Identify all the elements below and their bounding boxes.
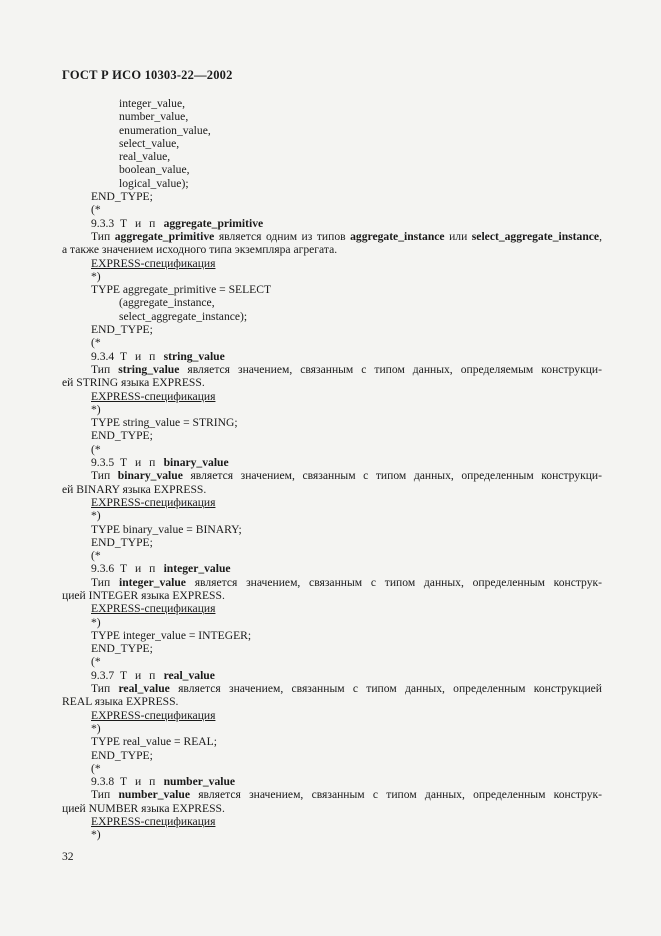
code-line: enumeration_value, <box>119 123 211 137</box>
comment-close: *) <box>91 402 101 416</box>
document-body <box>62 97 602 842</box>
paragraph-line: цией INTEGER языка EXPRESS. <box>62 588 225 602</box>
paragraph-line: Тип aggregate_primitive является одним из типов aggregate_instance или select_aggregate_instance, <box>91 229 602 243</box>
comment-close: *) <box>91 615 101 629</box>
code-line: END_TYPE; <box>91 748 153 762</box>
paragraph-line: Тип string_value является значением, связанным с типом данных, определяемым конструкци- <box>91 362 602 376</box>
code-line: TYPE real_value = REAL; <box>91 735 217 749</box>
code-line: number_value, <box>119 110 189 124</box>
comment-close: *) <box>91 828 101 842</box>
section-heading-9-3-8: 9.3.8 Т и п number_value <box>91 775 236 789</box>
comment-open: (* <box>91 336 101 350</box>
paragraph-line: Тип integer_value является значением, связанным с типом данных, определенным конструк- <box>91 575 602 589</box>
code-line: END_TYPE; <box>91 642 153 656</box>
comment-open: (* <box>91 761 101 775</box>
paragraph-line: ей BINARY языка EXPRESS. <box>62 482 207 496</box>
paragraph-line: цией NUMBER языка EXPRESS. <box>62 801 225 815</box>
comment-open: (* <box>91 203 101 217</box>
code-line: END_TYPE; <box>91 190 153 204</box>
spec-label: EXPRESS-спецификация <box>91 495 216 509</box>
code-line: boolean_value, <box>119 163 190 177</box>
section-heading-9-3-3: 9.3.3 Т и п aggregate_primitive <box>91 216 264 230</box>
code-line: select_value, <box>119 136 180 150</box>
section-heading-9-3-6: 9.3.6 Т и п integer_value <box>91 562 231 576</box>
paragraph-line: а также значением исходного типа экземпляра агрегата. <box>62 243 338 257</box>
code-line: TYPE integer_value = INTEGER; <box>91 628 252 642</box>
spec-label: EXPRESS-спецификация <box>91 256 216 270</box>
code-line: logical_value); <box>119 176 189 190</box>
spec-label: EXPRESS-спецификация <box>91 815 216 829</box>
comment-open: (* <box>91 549 101 563</box>
code-line: TYPE binary_value = BINARY; <box>91 522 242 536</box>
section-heading-9-3-7: 9.3.7 Т и п real_value <box>91 668 215 682</box>
paragraph-line: REAL языка EXPRESS. <box>62 695 179 709</box>
code-line: integer_value, <box>119 97 185 110</box>
page-number: 32 <box>62 850 74 863</box>
paragraph-line: Тип binary_value является значением, связанным с типом данных, определенным конструкци- <box>91 469 602 483</box>
section-heading-9-3-4: 9.3.4 Т и п string_value <box>91 349 225 363</box>
code-line: END_TYPE; <box>91 323 153 337</box>
paragraph-line: ей STRING языка EXPRESS. <box>62 376 205 390</box>
spec-label: EXPRESS-спецификация <box>91 602 216 616</box>
spec-label: EXPRESS-спецификация <box>91 389 216 403</box>
comment-close: *) <box>91 721 101 735</box>
spec-label: EXPRESS-спецификация <box>91 708 216 722</box>
section-heading-9-3-5: 9.3.5 Т и п binary_value <box>91 456 229 470</box>
code-line: END_TYPE; <box>91 535 153 549</box>
code-line: TYPE string_value = STRING; <box>91 416 238 430</box>
comment-open: (* <box>91 655 101 669</box>
code-line: (aggregate_instance, <box>119 296 215 310</box>
comment-close: *) <box>91 509 101 523</box>
paragraph-line: Тип number_value является значением, связанным с типом данных, определенным конструк- <box>91 788 602 802</box>
code-line: TYPE aggregate_primitive = SELECT <box>91 283 272 297</box>
comment-close: *) <box>91 269 101 283</box>
comment-open: (* <box>91 442 101 456</box>
code-line: real_value, <box>119 150 171 164</box>
code-line: END_TYPE; <box>91 429 153 443</box>
document-header: ГОСТ Р ИСО 10303-22—2002 <box>62 68 233 82</box>
paragraph-line: Тип real_value является значением, связанным с типом данных, определенным конструкцией <box>91 682 603 696</box>
code-line: select_aggregate_instance); <box>119 309 248 323</box>
